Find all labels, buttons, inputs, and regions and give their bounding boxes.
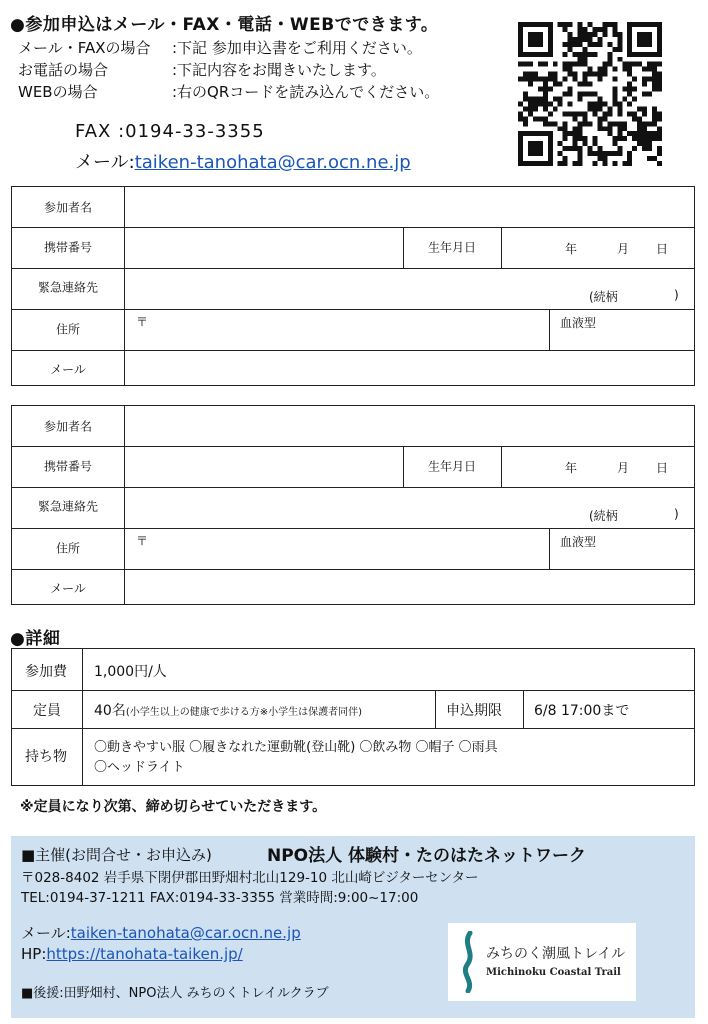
michinoku-trail-logo	[448, 923, 636, 1001]
organizer-name: NPO法人 体験村・たのはたネットワーク	[267, 846, 587, 866]
phone-field[interactable]	[125, 228, 402, 267]
footer-mail-label: メール:	[21, 924, 71, 942]
email-label: メール	[50, 581, 86, 596]
participant-name-field[interactable]	[125, 188, 695, 226]
deadline-label: 申込期限	[446, 703, 502, 719]
fee-label: 参加費	[25, 664, 67, 680]
method-mail-fax-label: メール・FAXの場合	[18, 39, 151, 57]
organizer-contact: TEL:0194-37-1211 FAX:0194-33-3355 営業時間:9:00~17:00	[21, 890, 419, 906]
footer-hp-label: HP:	[21, 945, 47, 963]
blood-type-label: 血液型	[560, 316, 597, 330]
details-heading: ●詳細	[10, 629, 61, 649]
address-label: 住所	[55, 322, 81, 337]
method-web-label: WEBの場合	[18, 83, 98, 101]
email-field[interactable]	[125, 570, 695, 604]
capacity-value	[94, 700, 362, 720]
mail-line	[75, 148, 411, 174]
fee-value: 1,000円/人	[94, 664, 167, 680]
fax-number: FAX :0194-33-3355	[75, 121, 265, 142]
deadline-value: 6/8 17:00まで	[534, 703, 630, 719]
birth-year-unit: 年	[565, 461, 578, 475]
capacity-note: (小学生以上の健康で歩ける方※小学生は保護者同伴)	[125, 707, 363, 718]
postal-mark: 〒	[136, 315, 149, 329]
logo-en-text: Michinoku Coastal Trail	[486, 967, 621, 978]
email-field[interactable]	[125, 351, 695, 385]
participant-name-field[interactable]	[125, 407, 695, 445]
postal-mark: 〒	[136, 534, 149, 548]
birth-year-unit: 年	[565, 242, 578, 256]
relation-close: )	[674, 507, 679, 521]
logo-jp-text: みちのく潮風トレイル	[486, 946, 626, 962]
birth-day-unit: 日	[656, 461, 669, 475]
mail-link[interactable]: taiken-tanohata@car.ocn.ne.jp	[134, 152, 411, 173]
method-web-text: :右のQRコードを読み込んでください。	[172, 83, 440, 101]
relation-close: )	[674, 288, 679, 302]
method-phone-label: お電話の場合	[18, 61, 109, 79]
blood-type-label: 血液型	[560, 535, 597, 549]
capacity-notice: ※定員になり次第、締め切らせていただきます。	[20, 799, 327, 815]
items-line-2: 〇ヘッドライト	[94, 760, 185, 775]
capacity-number: 40名	[94, 703, 126, 719]
footer-hp	[21, 945, 243, 963]
items-line-1: 〇動きやすい服 〇履きなれた運動靴(登山靴) 〇飲み物 〇帽子 〇雨具	[94, 740, 498, 755]
phone-label: 携帯番号	[43, 459, 93, 474]
footer-hp-link[interactable]: https://tanohata-taiken.jp/	[46, 945, 243, 963]
emergency-contact-label: 緊急連絡先	[37, 499, 99, 514]
email-label: メール	[50, 362, 86, 377]
birthdate-label: 生年月日	[427, 459, 477, 474]
birthdate-label: 生年月日	[427, 240, 477, 255]
method-mail-fax-text: :下記 参加申込書をご利用ください。	[172, 39, 422, 57]
header-title: ●参加申込はメール・FAX・電話・WEBでできます。	[10, 15, 439, 35]
application-form-2	[11, 405, 695, 605]
qr-code-icon[interactable]	[518, 22, 662, 166]
address-label: 住所	[55, 541, 81, 556]
mail-label: メール:	[75, 152, 135, 173]
footer-mail-link[interactable]: taiken-tanohata@car.ocn.ne.jp	[70, 924, 301, 942]
birth-day-unit: 日	[656, 242, 669, 256]
trail-wave-icon	[458, 931, 480, 993]
capacity-label: 定員	[33, 703, 61, 719]
footer-mail	[21, 922, 301, 943]
organizer-prefix: ■主催(お問合せ・お申込み)	[21, 846, 212, 864]
items-label: 持ち物	[25, 749, 67, 765]
application-form-1	[11, 186, 695, 386]
emergency-contact-label: 緊急連絡先	[37, 280, 99, 295]
method-phone-text: :下記内容をお聞きいたします。	[172, 61, 386, 79]
participant-name-label: 参加者名	[43, 419, 93, 434]
phone-field[interactable]	[125, 447, 402, 486]
phone-label: 携帯番号	[43, 240, 93, 255]
participant-name-label: 参加者名	[43, 200, 93, 215]
organizer-address: 〒028-8402 岩手県下閉伊郡田野畑村北山129-10 北山崎ビジターセンター	[21, 870, 479, 886]
relation-label: (続柄	[589, 509, 618, 523]
relation-label: (続柄	[589, 290, 618, 304]
support-line: ■後援:田野畑村、NPO法人 みちのくトレイルクラブ	[21, 986, 329, 1001]
birth-month-unit: 月	[617, 461, 630, 475]
details-table	[11, 648, 695, 786]
birth-month-unit: 月	[617, 242, 630, 256]
